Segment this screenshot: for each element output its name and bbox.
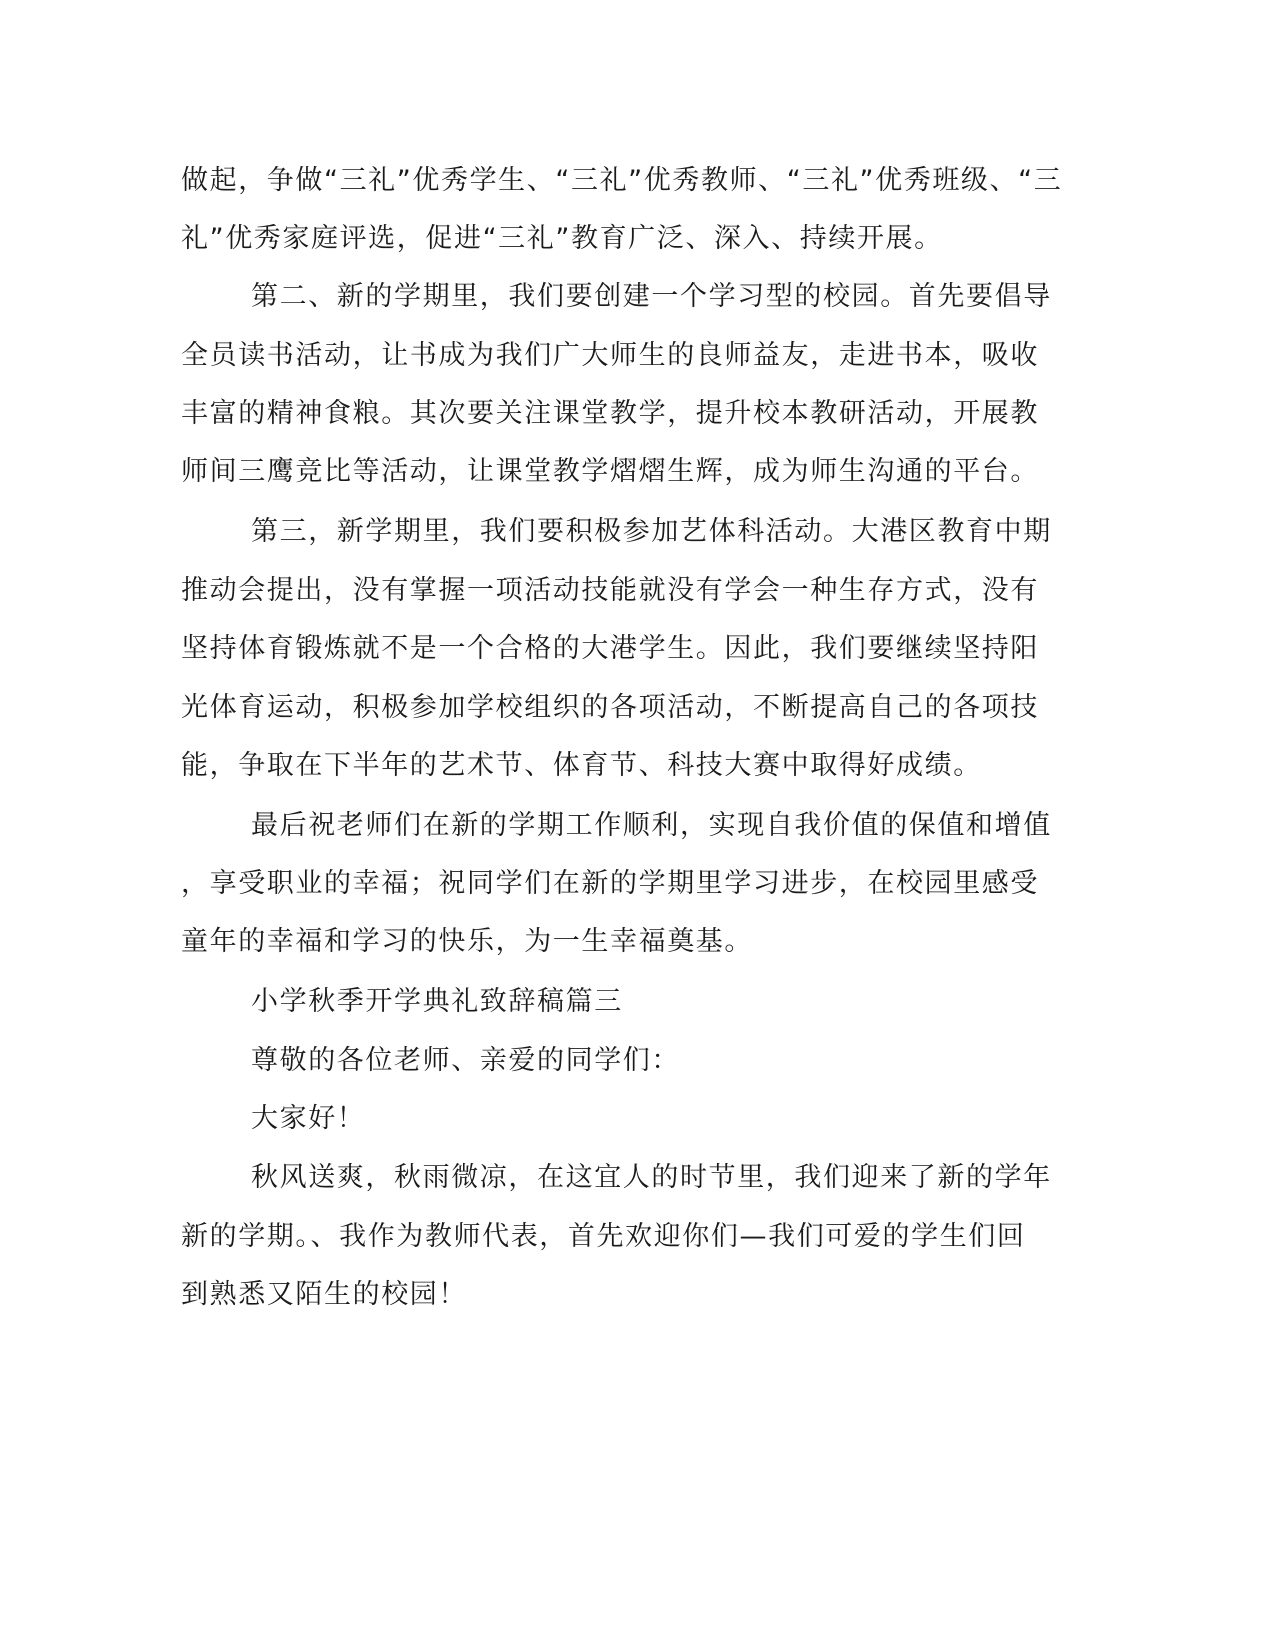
text-line: 到熟悉又陌生的校园！: [181, 1279, 467, 1310]
paragraph-start-line: 第三，新学期里，我们要积极参加艺体科活动。大港区教育中期: [251, 516, 1052, 547]
text-line: 能，争取在下半年的艺术节、体育节、科技大赛中取得好成绩。: [181, 750, 982, 781]
text-line: 礼”优秀家庭评选，促进“三礼”教育广泛、深入、持续开展。: [181, 223, 943, 254]
text-line: 新的学期。、我作为教师代表，首先欢迎你们—我们可爱的学生们回: [181, 1221, 1026, 1252]
paragraph-start-line: 最后祝老师们在新的学期工作顺利，实现自我价值的保值和增值: [251, 810, 1052, 841]
text-line: 坚持体育锻炼就不是一个合格的大港学生。因此，我们要继续坚持阳: [181, 633, 1039, 664]
paragraph-start-line: 第二、新的学期里，我们要创建一个学习型的校园。首先要倡导: [251, 281, 1052, 312]
text-line: 童年的幸福和学习的快乐，为一生幸福奠基。: [181, 926, 753, 957]
text-line: 做起，争做“三礼”优秀学生、“三礼”优秀教师、“三礼”优秀班级、“三: [181, 165, 1063, 196]
salutation-line: 尊敬的各位老师、亲爱的同学们：: [251, 1045, 680, 1076]
text-line: 丰富的精神食粮。其次要关注课堂教学，提升校本教研活动，开展教: [181, 398, 1039, 429]
text-line: 光体育运动，积极参加学校组织的各项活动，不断提高自己的各项技: [181, 692, 1039, 723]
greeting-line: 大家好！: [251, 1103, 366, 1134]
text-line: 师间三鹰竞比等活动，让课堂教学熠熠生辉，成为师生沟通的平台。: [181, 456, 1039, 487]
paragraph-start-line: 秋风送爽，秋雨微凉，在这宜人的时节里，我们迎来了新的学年: [251, 1162, 1052, 1193]
section-heading: 小学秋季开学典礼致辞稿篇三: [251, 986, 623, 1017]
text-line: ，享受职业的幸福；祝同学们在新的学期里学习进步，在校园里感受: [181, 868, 1039, 899]
text-line: 全员读书活动，让书成为我们广大师生的良师益友，走进书本，吸收: [181, 340, 1039, 371]
text-line: 推动会提出，没有掌握一项活动技能就没有学会一种生存方式，没有: [181, 575, 1039, 606]
